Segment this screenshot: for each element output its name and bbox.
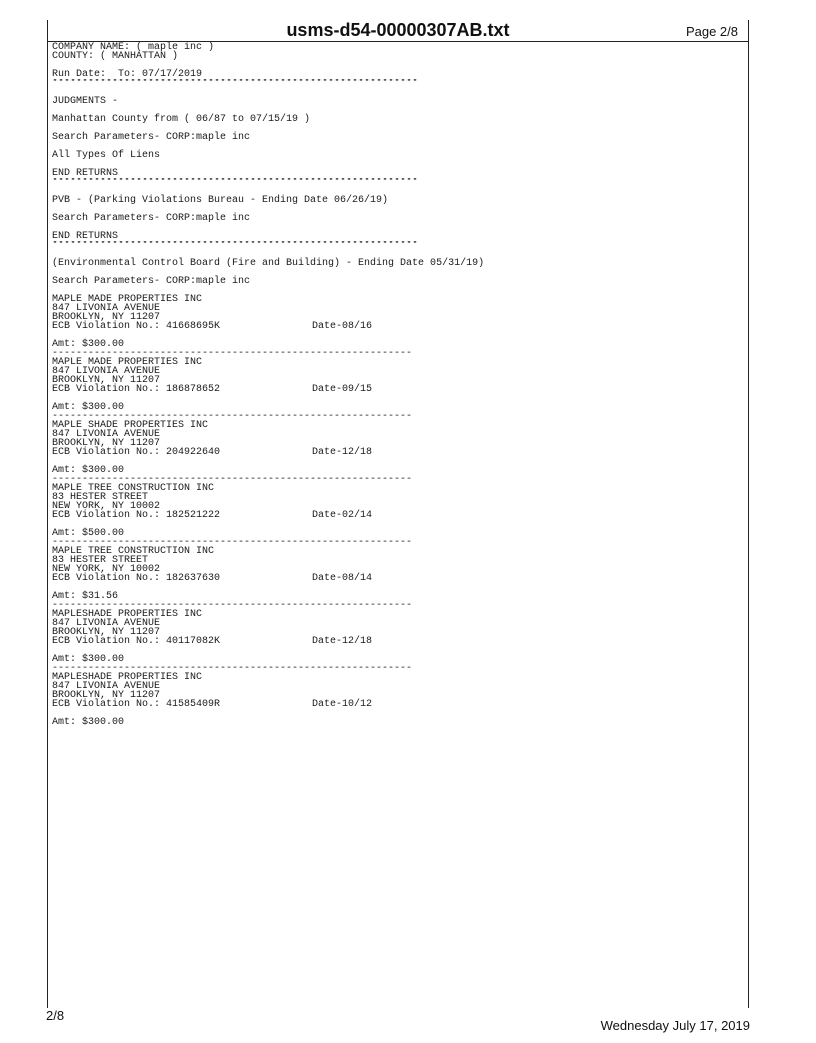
page-number: Page 2/8 (685, 24, 738, 39)
record-name: MAPLE MADE PROPERTIES INC (52, 294, 203, 305)
record-amount: Amt: $300.00 (52, 465, 125, 476)
record-name: MAPLE TREE CONSTRUCTION INC (52, 483, 215, 494)
record-city: BROOKLYN, NY 11207 (52, 690, 161, 701)
record-violation-line (52, 700, 744, 709)
spacer (52, 457, 744, 466)
spacer (52, 520, 744, 529)
record-date: Date-08/14 (312, 573, 373, 584)
record-name: MAPLE SHADE PROPERTIES INC (52, 420, 209, 431)
record-street: 847 LIVONIA AVENUE (52, 429, 161, 440)
record-violation-number: ECB Violation No.: 40117082K (52, 636, 221, 647)
ecb-search-params: Search Parameters- CORP:maple inc (52, 276, 251, 287)
judgments-heading: JUDGMENTS - (52, 96, 119, 107)
record-name: MAPLE MADE PROPERTIES INC (52, 357, 203, 368)
record-city: BROOKLYN, NY 11207 (52, 438, 161, 449)
spacer (52, 646, 744, 655)
record-violation-line (52, 448, 744, 457)
ecb-record (52, 547, 744, 610)
dash-separator: ------------------------------------------------------------ (52, 349, 413, 358)
record-city: NEW YORK, NY 10002 (52, 501, 161, 512)
record-city: NEW YORK, NY 10002 (52, 564, 161, 575)
record-violation-number: ECB Violation No.: 41585409R (52, 699, 221, 710)
star-separator: ************************************************************* (52, 241, 419, 250)
ecb-heading: (Environmental Control Board (Fire and Building) - Ending Date 05/31/19) (52, 258, 485, 269)
record-street: 847 LIVONIA AVENUE (52, 303, 161, 314)
pvb-search-params: Search Parameters- CORP:maple inc (52, 213, 251, 224)
record-date: Date-09/15 (312, 384, 373, 395)
record-street: 847 LIVONIA AVENUE (52, 366, 161, 377)
record-name: MAPLESHADE PROPERTIES INC (52, 672, 203, 683)
run-date: Run Date: To: 07/17/2019 (52, 69, 203, 80)
star-separator: ************************************************************* (52, 79, 419, 88)
record-violation-line (52, 385, 744, 394)
footer-date: Wednesday July 17, 2019 (600, 1018, 750, 1033)
record-amount: Amt: $300.00 (52, 654, 125, 665)
document-title: usms-d54-00000307AB.txt (286, 20, 510, 40)
company-name: COMPANY NAME: ( maple inc ) (52, 42, 215, 53)
record-street: 83 HESTER STREET (52, 555, 149, 566)
pvb-end: END RETURNS (52, 231, 119, 242)
record-name: MAPLE TREE CONSTRUCTION INC (52, 546, 215, 557)
star-separator: ************************************************************* (52, 178, 419, 187)
judgments-search-params: Search Parameters- CORP:maple inc (52, 132, 251, 143)
report-body (52, 43, 744, 727)
record-date: Date-08/16 (312, 321, 373, 332)
record-amount: Amt: $500.00 (52, 528, 125, 539)
record-amount: Amt: $300.00 (52, 339, 125, 350)
record-violation-number: ECB Violation No.: 182637630 (52, 573, 221, 584)
dash-separator: ------------------------------------------------------------ (52, 475, 413, 484)
ecb-record (52, 358, 744, 421)
record-date: Date-12/18 (312, 636, 373, 647)
ecb-records (52, 295, 744, 727)
ecb-record (52, 610, 744, 673)
dash-separator: ------------------------------------------------------------ (52, 538, 413, 547)
record-street: 847 LIVONIA AVENUE (52, 681, 161, 692)
pvb-heading: PVB - (Parking Violations Bureau - Ending Date 06/26/19) (52, 195, 389, 206)
spacer (52, 394, 744, 403)
record-violation-number: ECB Violation No.: 204922640 (52, 447, 221, 458)
record-violation-number: ECB Violation No.: 41668695K (52, 321, 221, 332)
record-violation-line (52, 322, 744, 331)
record-name: MAPLESHADE PROPERTIES INC (52, 609, 203, 620)
record-city: BROOKLYN, NY 11207 (52, 375, 161, 386)
record-street: 847 LIVONIA AVENUE (52, 618, 161, 629)
record-city: BROOKLYN, NY 11207 (52, 312, 161, 323)
ecb-record (52, 673, 744, 727)
judgments-county-range: Manhattan County from ( 06/87 to 07/15/19 ) (52, 114, 311, 125)
record-violation-line (52, 511, 744, 520)
dash-separator: ------------------------------------------------------------ (52, 412, 413, 421)
dash-separator: ------------------------------------------------------------ (52, 664, 413, 673)
record-date: Date-02/14 (312, 510, 373, 521)
record-amount: Amt: $31.56 (52, 591, 119, 602)
record-amount: Amt: $300.00 (52, 717, 125, 728)
ecb-record (52, 421, 744, 484)
spacer (52, 583, 744, 592)
page-frame (46, 20, 749, 1023)
record-date: Date-10/12 (312, 699, 373, 710)
record-date: Date-12/18 (312, 447, 373, 458)
judgments-end: END RETURNS (52, 168, 119, 179)
record-violation-line (52, 637, 744, 646)
judgments-lien-types: All Types Of Liens (52, 150, 161, 161)
record-city: BROOKLYN, NY 11207 (52, 627, 161, 638)
record-violation-number: ECB Violation No.: 182521222 (52, 510, 221, 521)
footer-page-number: 2/8 (46, 1008, 65, 1023)
record-street: 83 HESTER STREET (52, 492, 149, 503)
record-amount: Amt: $300.00 (52, 402, 125, 413)
ecb-record (52, 484, 744, 547)
dash-separator: ------------------------------------------------------------ (52, 601, 413, 610)
spacer (52, 709, 744, 718)
record-violation-number: ECB Violation No.: 186878652 (52, 384, 221, 395)
ecb-record (52, 295, 744, 358)
county: COUNTY: ( MANHATTAN ) (52, 51, 179, 62)
spacer (52, 331, 744, 340)
record-violation-line (52, 574, 744, 583)
